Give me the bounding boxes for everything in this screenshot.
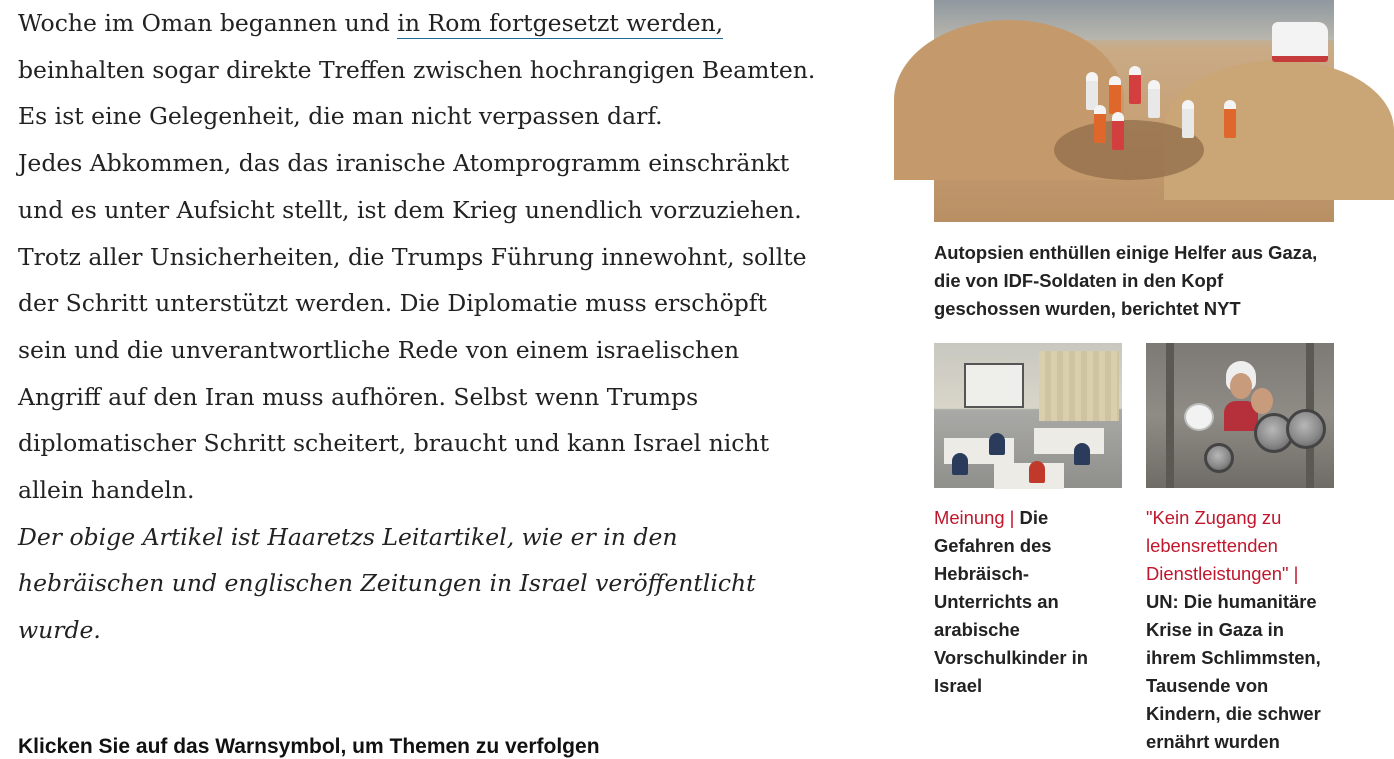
classroom-headline-text: Die Gefahren des Hebräisch-Unterrichts an arabische Vorschulkinder in Israel (934, 507, 1088, 696)
article-paragraph-2: Jedes Abkommen, das das iranische Atomprogramm einschränkt und es unter Aufsicht stellt, ist dem Krieg unendlich vorzuziehen. Trotz aller Unsicherheiten, die Trumps Führung innewohnt, sollte der Schritt unterstützt werden. Die Diplomatie muss erschöpft sein und die unverantwortliche Rede von einem israelischen Angriff auf den Iran muss aufhören. Selbst wenn Trumps diplomatischer Schritt scheitert, braucht und kann Israel nicht allein handeln. (18, 149, 807, 505)
related-card-classroom[interactable] (934, 343, 1122, 700)
classroom-headline[interactable] (934, 504, 1122, 700)
gaza-headline-text: UN: Die humanitäre Krise in Gaza in ihrem Schlimmsten, Tausende von Kindern, die schwer ernährt wurden (1146, 591, 1321, 752)
quote-kicker: "Kein Zugang zu lebensrettenden Dienstleistungen" | (1146, 507, 1299, 584)
paragraph-1-rest: beinhalten sogar direkte Treffen zwischen hochrangigen Beamten. Es ist eine Gelegenheit, die man nicht verpassen darf. (18, 55, 816, 131)
gaza-image[interactable] (1146, 343, 1334, 488)
follow-topics-prompt[interactable]: Klicken Sie auf das Warnsymbol, um Themen zu verfolgen (18, 735, 600, 758)
hero-story-headline[interactable]: Autopsien enthüllen einige Helfer aus Gaza, die von IDF-Soldaten in den Kopf geschossen wurden, berichtet NYT (934, 242, 1318, 319)
classroom-image[interactable] (934, 343, 1122, 488)
hero-story-card[interactable] (934, 0, 1334, 323)
editorial-note: Der obige Artikel ist Haaretzs Leitartikel, wie er in den hebräischen und englischen Zeitungen in Israel veröffentlicht wurde. (18, 522, 756, 645)
article-body (18, 0, 818, 654)
related-card-gaza[interactable] (1146, 343, 1334, 756)
opinion-kicker: Meinung | (934, 507, 1020, 528)
gaza-headline[interactable] (1146, 504, 1334, 756)
paragraph-1-start: Woche im Oman begannen und (18, 9, 398, 37)
article-paragraph-1 (18, 0, 818, 140)
rome-talks-link[interactable]: in Rom fortgesetzt werden, (397, 9, 724, 37)
ambulance-shape (1272, 22, 1328, 62)
related-articles-sidebar (934, 0, 1334, 752)
hero-story-image[interactable] (934, 0, 1334, 222)
